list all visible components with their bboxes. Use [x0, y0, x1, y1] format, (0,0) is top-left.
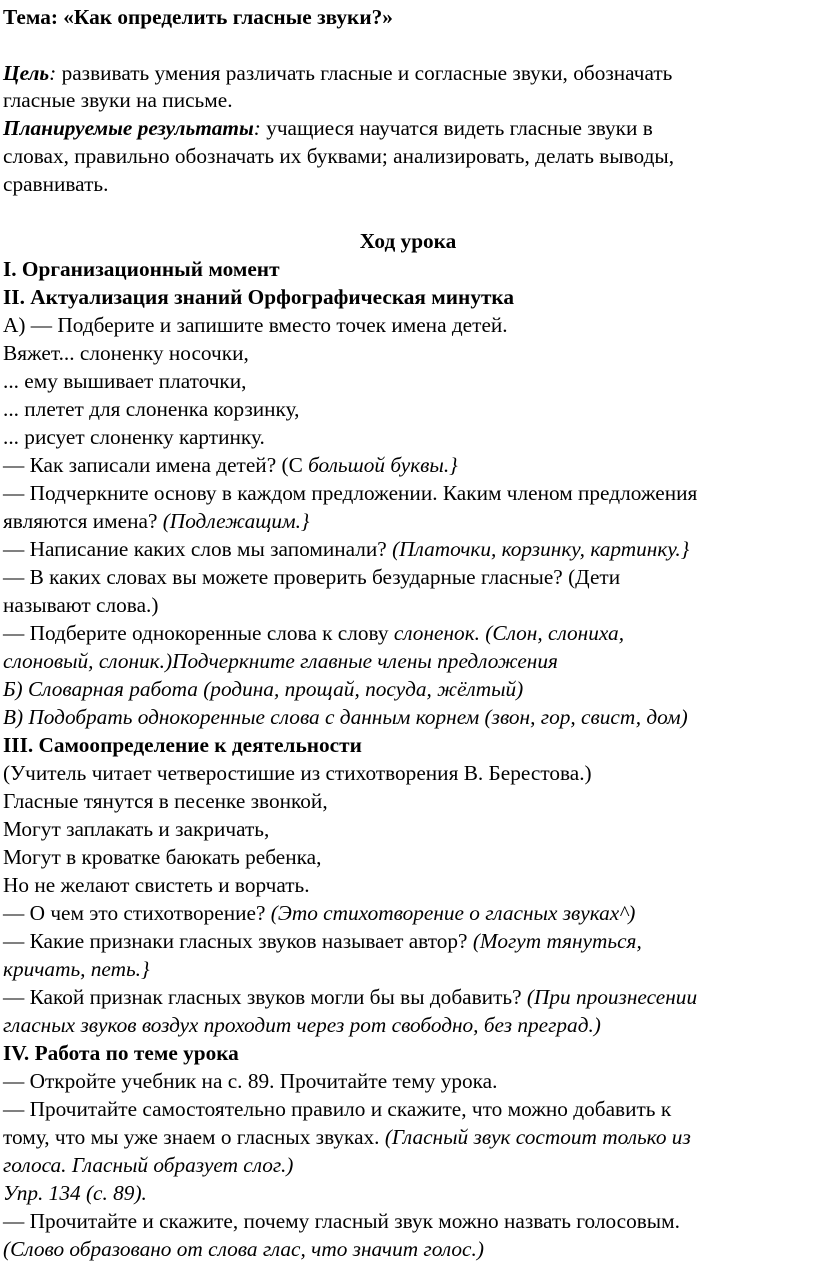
answer-text: (Это стихотворение о гласных звуках^) — [270, 901, 636, 925]
goal-line-1 — [3, 60, 672, 86]
question-line: называют слова.) — [3, 593, 159, 617]
question-line — [3, 928, 642, 954]
question-text: — Подберите однокоренные слова к слову — [3, 621, 394, 645]
section-4-heading: IV. Работа по теме урока — [3, 1041, 239, 1065]
answer-text: (При произнесении — [526, 985, 698, 1009]
question-line — [3, 900, 635, 926]
poem-line: Вяжет... слоненку носочки, — [3, 341, 249, 365]
task-a: А) — Подберите и запишите вместо точек имена детей. — [3, 313, 508, 337]
verse-line: Но не желают свистеть и ворчать. — [3, 873, 310, 897]
question-text: — Написание каких слов мы запоминали? — [3, 537, 393, 561]
answer-line: слоновый, слоник.)Подчеркните главные члены предложения — [3, 649, 558, 673]
answer-line: голоса. Гласный образует слог.) — [3, 1153, 294, 1177]
question-line — [3, 984, 697, 1010]
answer-text: слоненок. (Слон, слониха, — [393, 621, 625, 645]
results-label: Планируемые результаты — [3, 116, 254, 140]
question-line — [3, 508, 309, 534]
work-line: — Прочитайте самостоятельно правило и скажите, что можно добавить к — [3, 1097, 672, 1121]
work-line: — Откройте учебник на с. 89. Прочитайте тему урока. — [3, 1069, 498, 1093]
section-2-heading: II. Актуализация знаний Орфографическая минутка — [3, 285, 515, 309]
question-line — [3, 536, 689, 562]
goal-text: развивать умения различать гласные и согласные звуки, обозначать — [56, 61, 673, 85]
goal-colon: : — [49, 61, 57, 85]
answer-text: (Подлежащим.} — [162, 509, 310, 533]
results-line-3: сравнивать. — [3, 172, 109, 196]
answer-line: (Слово образовано от слова глас, что значит голос.) — [3, 1237, 484, 1261]
question-text: тому, что мы уже знаем о гласных звуках. — [3, 1125, 385, 1149]
answer-line: кричать, петь.} — [3, 957, 150, 981]
section-3-intro: (Учитель читает четверостишие из стихотворения В. Берестова.) — [3, 761, 592, 785]
poem-line: ... рисует слоненку картинку. — [3, 425, 265, 449]
question-text: — О чем это стихотворение? — [3, 901, 271, 925]
question-line — [3, 452, 458, 478]
task-b: Б) Словарная работа (родина, прощай, посуда, жёлтый) — [3, 677, 524, 701]
question-text: — Какие признаки гласных звуков называет автор? — [3, 929, 473, 953]
question-text: являются имена? — [3, 509, 163, 533]
answer-text: (Могут тянуться, — [472, 929, 642, 953]
section-1-heading: I. Организационный момент — [3, 257, 280, 281]
verse-line: Гласные тянутся в песенке звонкой, — [3, 789, 328, 813]
answer-line: гласных звуков воздух проходит через рот свободно, без преград.) — [3, 1013, 601, 1037]
lesson-heading: Ход урока — [359, 229, 457, 253]
work-line: — Прочитайте и скажите, почему гласный звук можно назвать голосовым. — [3, 1209, 680, 1233]
exercise-ref: Упр. 134 (с. 89). — [3, 1181, 147, 1205]
poem-line: ... плетет для слоненка корзинку, — [3, 397, 300, 421]
answer-text: большой буквы.} — [308, 453, 458, 477]
task-c: В) Подобрать однокоренные слова с данным корнем (звон, гор, свист, дом) — [3, 705, 688, 729]
goal-label: Цель — [3, 61, 50, 85]
answer-text: (Платочки, корзинку, картинку.} — [392, 537, 690, 561]
work-line — [3, 1124, 691, 1150]
question-text: — Как записали имена детей? (С — [3, 453, 309, 477]
answer-text: (Гласный звук состоит только из — [384, 1125, 691, 1149]
results-line-2: словах, правильно обозначать их буквами; анализировать, делать выводы, — [3, 144, 675, 168]
section-3-heading: III. Самоопределение к деятельности — [3, 733, 362, 757]
question-line: — Подчеркните основу в каждом предложении. Каким членом предложения — [3, 481, 698, 505]
question-text: — Какой признак гласных звуков могли бы вы добавить? — [3, 985, 527, 1009]
poem-line: ... ему вышивает платочки, — [3, 369, 247, 393]
verse-line: Могут в кроватке баюкать ребенка, — [3, 845, 322, 869]
question-line — [3, 620, 624, 646]
question-line: — В каких словах вы можете проверить безударные гласные? (Дети — [3, 565, 621, 589]
goal-line-2: гласные звуки на письме. — [3, 88, 233, 112]
results-line-1 — [3, 115, 653, 141]
results-colon: : — [253, 116, 261, 140]
verse-line: Могут заплакать и закричать, — [3, 817, 270, 841]
results-text: учащиеся научатся видеть гласные звуки в — [260, 116, 653, 140]
document-title: Тема: «Как определить гласные звуки?» — [3, 5, 393, 29]
